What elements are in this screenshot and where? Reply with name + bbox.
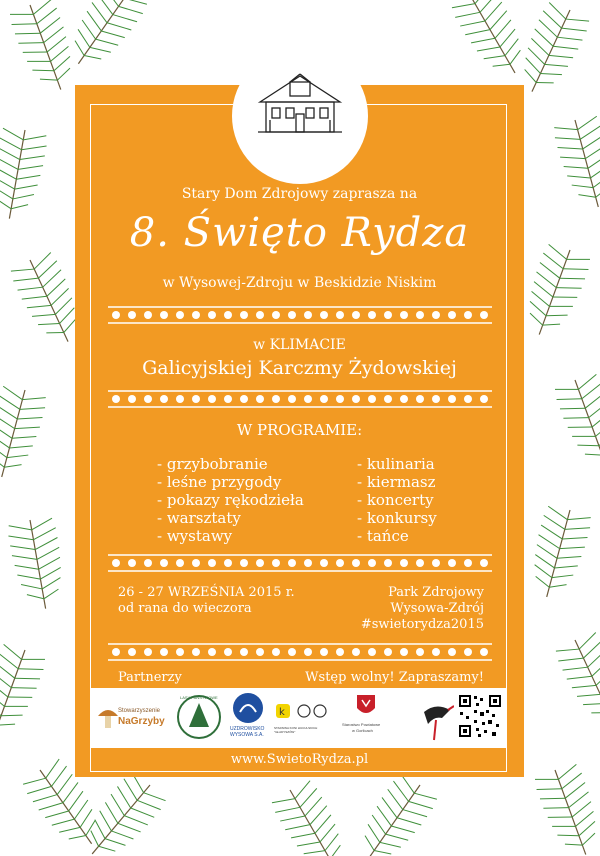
list-item: - warsztaty [157,509,241,527]
logo-stork [420,696,454,742]
logo-text: NaGrzyby [118,716,165,727]
spring-emblem-icon [232,692,264,724]
event-date [118,585,295,617]
logo-uzdrowisko [230,692,266,746]
klimat-label: w KLIMACIE [253,337,346,353]
program-heading: W PROGRAMIE: [236,421,363,439]
list-item: - kiermasz [357,473,436,491]
program-list-right [357,455,437,545]
list-item: - koncerty [357,491,434,509]
logo-text: WYSOWA S.A. [230,732,264,738]
svg-text:k: k [279,707,285,718]
logo-lasy-panstwowe [176,694,224,742]
list-item: - tańce [357,527,409,545]
ornament-divider [108,389,492,409]
list-item: - pokazy rękodzieła [157,491,304,509]
website-link[interactable]: www.SwietoRydza.pl [230,752,369,767]
list-item: - wystawy [157,527,233,545]
horse-icon [274,702,334,724]
forest-emblem-icon [176,694,222,740]
intro-text: Stary Dom Zdrojowy zaprasza na [181,186,418,202]
list-item: - konkursy [357,509,437,527]
klimat-name: Galicyjskiej Karczmy Żydowskiej [142,357,457,379]
event-place [348,585,484,633]
place-line: Park Zdrojowy [388,585,484,600]
house-icon [250,70,350,140]
qr-code-icon[interactable] [458,694,502,738]
date-line: 26 - 27 WRZEŚNIA 2015 r. [118,585,295,600]
entry-text: Wstęp wolny! Zapraszamy! [305,670,484,685]
logo-text: LASY PAŃSTWOWE [180,695,218,700]
partner-logos [90,688,507,748]
logo-text: UZDROWISKO [230,726,265,732]
coat-of-arms-icon [356,694,376,718]
logo-starostwo [342,694,390,746]
mushroom-icon [96,704,120,730]
logo-na-grzyby [96,700,166,740]
event-location: w Wysowej-Zdroju w Beskidzie Niskim [162,275,437,291]
ornament-divider [108,642,492,662]
list-item: - grzybobranie [157,455,268,473]
logo-text: w Gorlicach [352,728,373,733]
logo-text: STADNINA KONI HUCULSKICH "GŁADYSZÓW" [274,726,318,734]
logo-text: Stowarzyszenie [118,708,161,714]
program-list-left [157,455,304,545]
stork-icon [420,696,454,742]
event-title: 8. Święto Rydza [129,210,470,256]
ornament-divider [108,553,492,573]
partners-label: Partnerzy [118,670,182,685]
house-badge [232,48,368,184]
hashtag: #swietorydza2015 [360,617,484,632]
place-line: Wysowa-Zdrój [390,601,484,616]
ornament-divider [108,305,492,325]
logo-gladyszow [274,702,334,742]
list-item: - kulinaria [357,455,435,473]
logo-text: Starostwo Powiatowe [342,722,381,727]
time-line: od rana do wieczora [118,601,252,616]
list-item: - leśne przygody [157,473,282,491]
